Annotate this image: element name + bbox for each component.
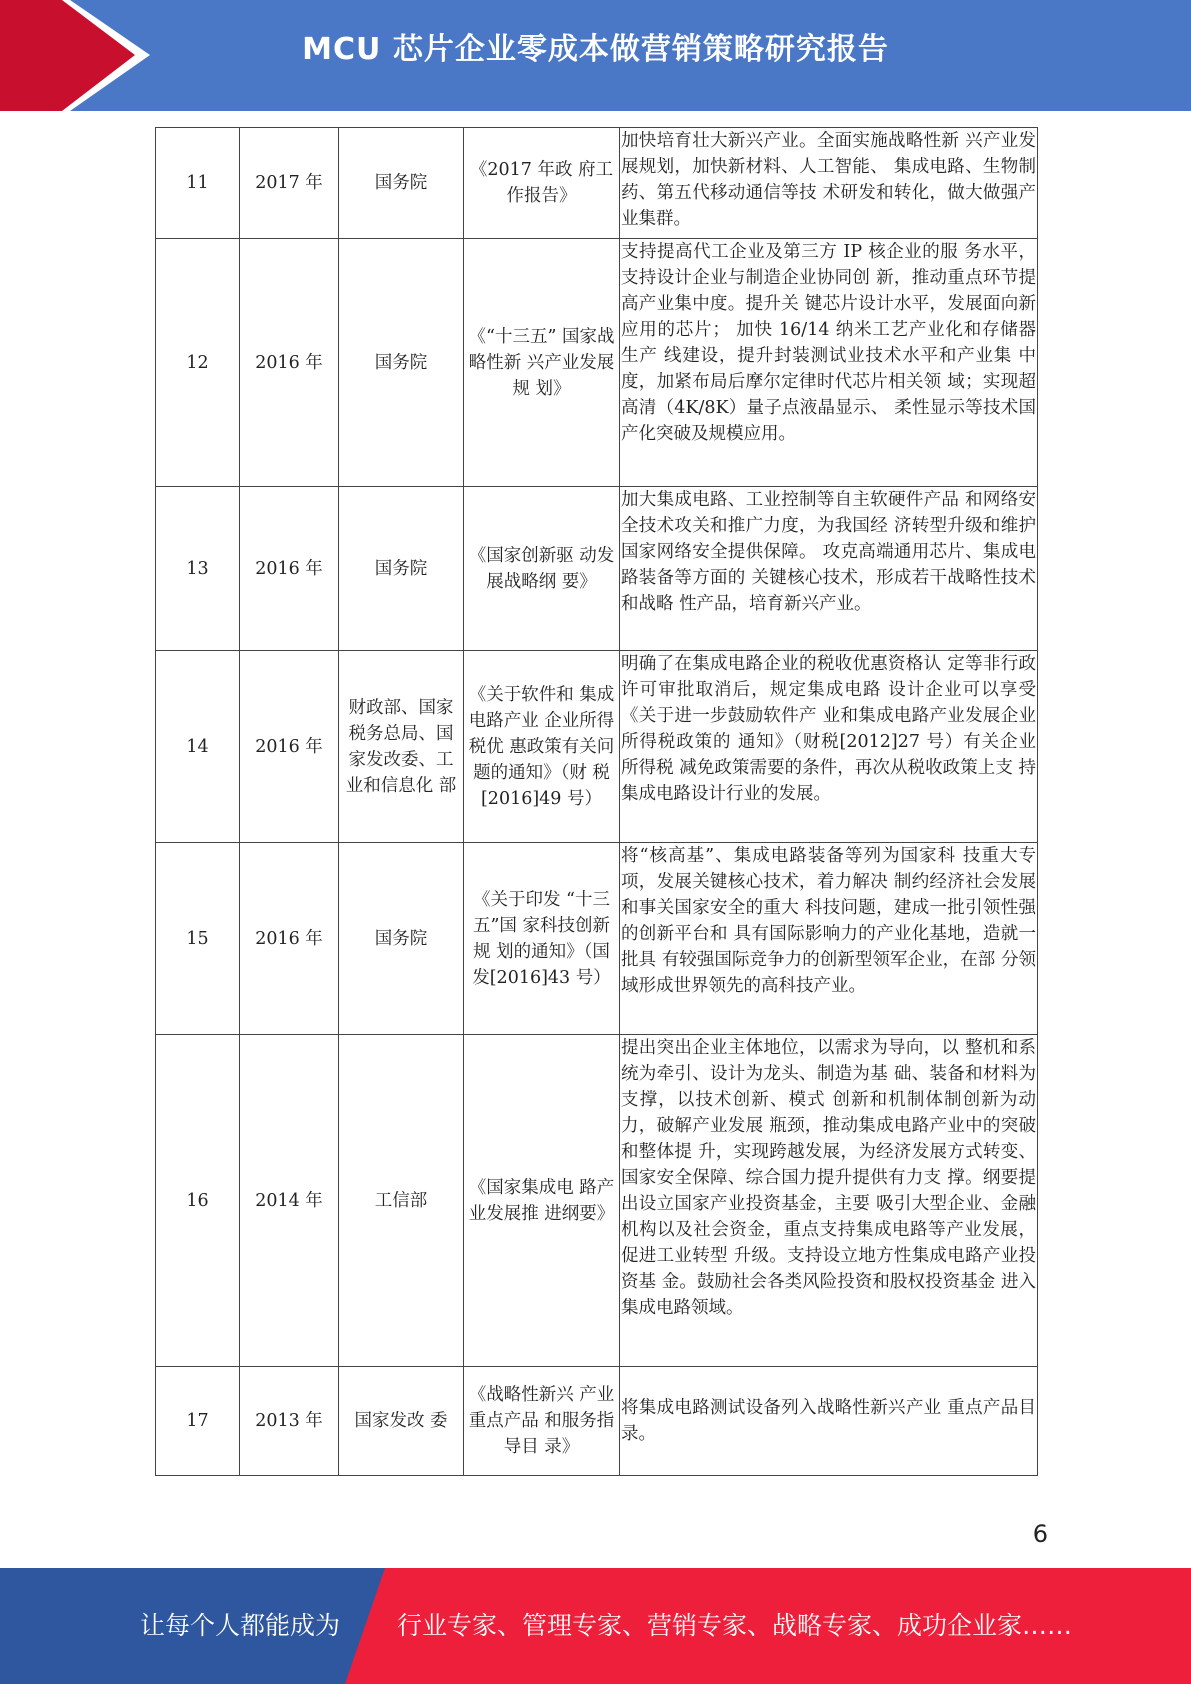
row-year: 2016 年 [240,651,339,843]
row-document: 《国家集成电 路产业发展推 进纲要》 [464,1035,620,1367]
row-number: 11 [156,128,240,239]
page-header [0,0,1191,111]
row-description: 加快培育壮大新兴产业。全面实施战略性新 兴产业发展规划，加快新材料、人工智能、 集成电路、生物制药、第五代移动通信等技 术研发和转化，做大做强产业集群。 [620,128,1038,239]
row-description: 明确了在集成电路企业的税收优惠资格认 定等非行政许可审批取消后，规定集成电路 设计企业可以享受《关于进一步鼓励软件产 业和集成电路产业发展企业所得税政策的 通知》（财税[2012]27 号）有关企业所得税 减免政策需要的条件，再次从税收政策上支 持集成电路设计行业的发展。 [620,651,1038,843]
row-description: 支持提高代工企业及第三方 IP 核企业的服 务水平，支持设计企业与制造企业协同创 新，推动重点环节提高产业集中度。提升关 键芯片设计水平，发展面向新应用的芯片； 加快 16/14 纳米工艺产业化和存储器生产 线建设，提升封装测试业技术水平和产业集 中度，加紧布局后摩尔定律时代芯片相关领 域；实现超高清（4K/8K）量子点液晶显示、 柔性显示等技术国产化突破及规模应用。 [620,239,1038,487]
row-year: 2016 年 [240,487,339,651]
row-document: 《2017 年政 府工作报告》 [464,128,620,239]
policy-table [155,127,1038,1476]
row-description: 提出突出企业主体地位，以需求为导向，以 整机和系统为牵引、设计为龙头、制造为基 础、装备和材料为支撑，以技术创新、模式 创新和机制体制创新为动力，破解产业发展 瓶颈，推动集成电路产业中的突破和整体提 升，实现跨越发展，为经济发展方式转变、 国家安全保障、综合国力提升提供有力支 撑。纲要提出设立国家产业投资基金，主要 吸引大型企业、金融机构以及社会资金，重点支持集成电路等产业发展，促进工业转型 升级。支持设立地方性集成电路产业投资基 金。鼓励社会各类风险投资和股权投资基金 进入集成电路领域。 [620,1035,1038,1367]
table-row [156,843,1038,1035]
footer-slogan-right: 行业专家、管理专家、营销专家、战略专家、成功企业家…… [397,1611,1073,1640]
row-number: 15 [156,843,240,1035]
table-row [156,487,1038,651]
row-description: 将集成电路测试设备列入战略性新兴产业 重点产品目录。 [620,1367,1038,1476]
row-description: 加大集成电路、工业控制等自主软硬件产品 和网络安全技术攻关和推广力度，为我国经 济转型升级和维护国家网络安全提供保障。 攻克高端通用芯片、集成电路装备等方面的 关键核心技术，形成若干战略性技术和战略 性产品，培育新兴产业。 [620,487,1038,651]
table-row [156,128,1038,239]
row-year: 2016 年 [240,239,339,487]
page-number: 6 [1032,1520,1048,1548]
policy-table-container [155,127,1037,1476]
report-title: MCU 芯片企业零成本做营销策略研究报告 [302,32,889,67]
table-row [156,1367,1038,1476]
row-document: 《战略性新兴 产业重点产品 和服务指导目 录》 [464,1367,620,1476]
row-number: 12 [156,239,240,487]
row-document: 《国家创新驱 动发展战略纲 要》 [464,487,620,651]
row-department: 国务院 [339,128,464,239]
row-department: 国务院 [339,239,464,487]
page-footer [0,1568,1191,1684]
row-year: 2016 年 [240,843,339,1035]
table-row [156,651,1038,843]
row-year: 2014 年 [240,1035,339,1367]
row-document: 《关于软件和 集成电路产业 企业所得税优 惠政策有关问 题的通知》（财 税[2016]49 号） [464,651,620,843]
row-department: 国务院 [339,487,464,651]
row-description: 将“核高基”、集成电路装备等列为国家科 技重大专项，发展关键核心技术，着力解决 制约经济社会发展和事关国家安全的重大 科技问题，建成一批引领性强的创新平台和 具有国际影响力的产业化基地，造就一批具 有较强国际竞争力的创新型领军企业，在部 分领域形成世界领先的高科技产业。 [620,843,1038,1035]
table-row [156,1035,1038,1367]
row-department: 国家发改 委 [339,1367,464,1476]
row-number: 16 [156,1035,240,1367]
footer-slogan-left: 让每个人都能成为 [140,1611,341,1640]
row-department: 财政部、国家税务总局、国家发改委、工业和信息化 部 [339,651,464,843]
row-department: 工信部 [339,1035,464,1367]
row-year: 2017 年 [240,128,339,239]
row-document: 《关于印发 “十三五”国 家科技创新规 划的通知》（国 发[2016]43 号） [464,843,620,1035]
row-number: 14 [156,651,240,843]
row-year: 2013 年 [240,1367,339,1476]
table-row [156,239,1038,487]
row-number: 17 [156,1367,240,1476]
row-number: 13 [156,487,240,651]
row-department: 国务院 [339,843,464,1035]
row-document: 《“十三五” 国家战略性新 兴产业发展规 划》 [464,239,620,487]
